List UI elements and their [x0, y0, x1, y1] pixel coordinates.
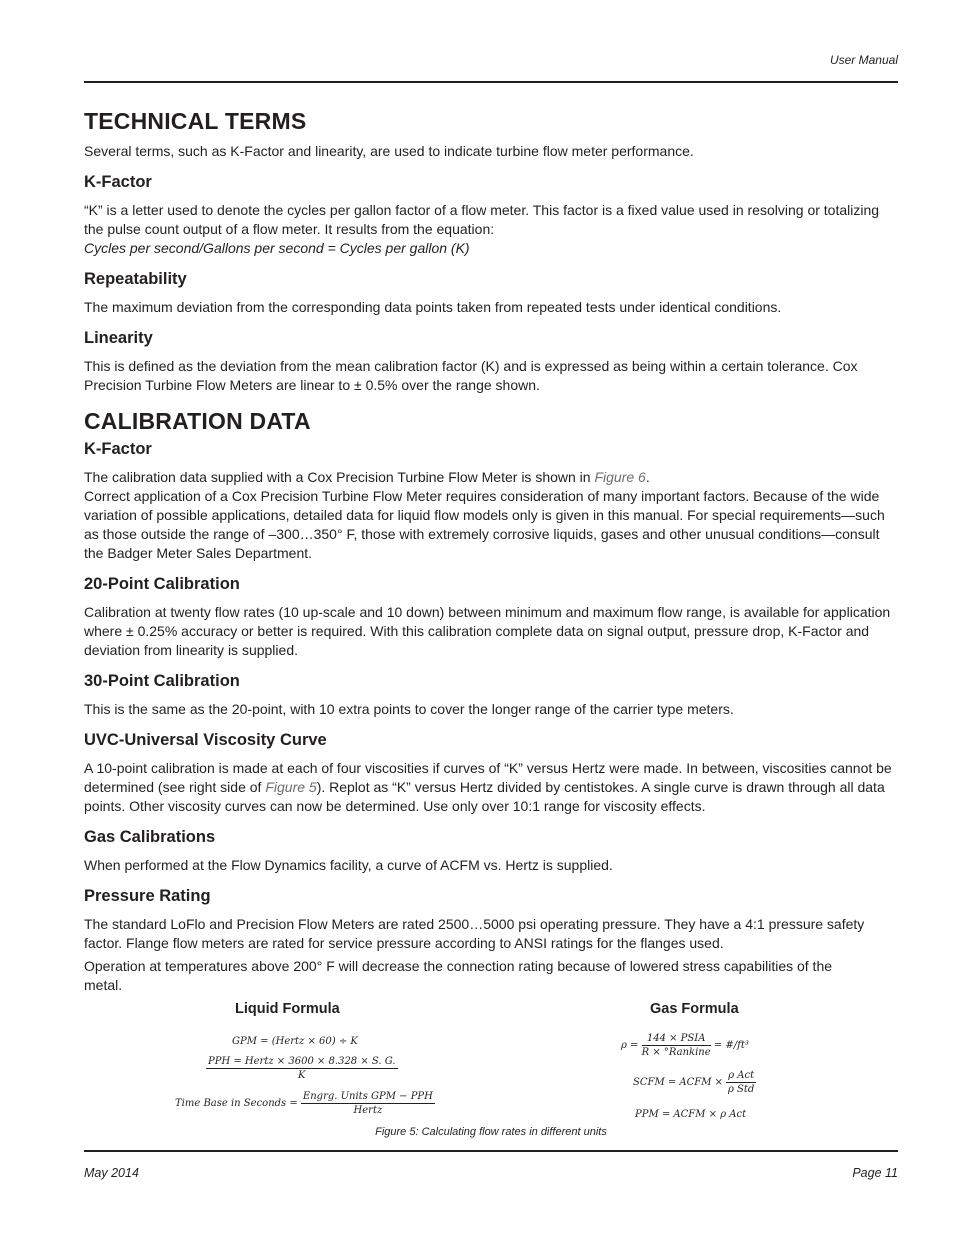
formula-figure	[84, 998, 898, 1138]
calibration-k-factor-line1-end: .	[645, 469, 650, 485]
liquid-formula-title: Liquid Formula	[235, 1001, 340, 1017]
heading-repeatability: Repeatability	[84, 270, 187, 288]
header-rule	[84, 81, 898, 83]
calibration-k-factor-line1-text: The calibration data supplied with a Cox Precision Turbine Flow Meter is shown in	[84, 469, 595, 485]
20-point-body: Calibration at twenty flow rates (10 up-scale and 10 down) between minimum and maximum flow range, is available for application where ± 0.25% accuracy or better is required. With this calibration complete data on signal output, pressure drop, K-Factor and deviation from linearity is supplied.	[84, 604, 891, 658]
technical-terms-intro: Several terms, such as K-Factor and linearity, are used to indicate turbine flow meter performance.	[84, 143, 694, 159]
figure-caption: Figure 5: Calculating flow rates in different units	[375, 1126, 607, 1138]
uvc-body-text: A 10-point calibration is made at each of four viscosities if curves of “K” versus Hertz were made. In between, viscosities cannot be determined (see right side of	[84, 760, 892, 795]
pressure-rating-body-1: The standard LoFlo and Precision Flow Meters are rated 2500…5000 psi operating pressure. They have a 4:1 pressure safety factor. Flange flow meters are rated for service pressure according to ANSI ratings for the flanges used.	[84, 916, 865, 951]
time-base-lhs: Time Base in Seconds =	[175, 1098, 298, 1109]
section-title-calibration-data: CALIBRATION DATA	[84, 408, 311, 434]
heading-calibration-k-factor: K-Factor	[84, 440, 152, 458]
uvc-body-text-end: ). Replot as “K” versus Hertz divided by centistokes. A single curve is drawn through all data points. Other viscosity curves can now be determined. Use only over 10:1 range for viscosity effects.	[84, 779, 885, 814]
time-base-formula	[175, 1091, 435, 1116]
calibration-k-factor-body: Correct application of a Cox Precision Turbine Flow Meter requires consideration of many important factors. Because of the wide variation of possible applications, detailed data for liquid flow models only is given in this manual. For special requirements—such as those outside the range of –300…350° F, those with extremely corrosive liquids, gases and other unusual conditions—consult the Badger Meter Sales Department.	[84, 488, 885, 561]
figure-6-link[interactable]: Figure 6	[594, 469, 646, 485]
heading-uvc: UVC-Universal Viscosity Curve	[84, 731, 327, 749]
pph-numerator: PPH = Hertz × 3600 × 8.328 × S. G.	[208, 1056, 396, 1067]
scfm-lhs: SCFM = ACFM ×	[633, 1077, 724, 1088]
density-fraction	[642, 1033, 711, 1058]
k-factor-equation: Cycles per second/Gallons per second = Cycles per gallon (K)	[84, 240, 470, 256]
30-point-body: This is the same as the 20-point, with 10 extra points to cover the longer range of the carrier type meters.	[84, 701, 734, 717]
time-base-fraction	[301, 1091, 435, 1116]
linearity-body: This is defined as the deviation from the mean calibration factor (K) and is expressed as being within a certain tolerance. Cox Precision Turbine Flow Meters are linear to ± 0.5% over the range shown.	[84, 358, 858, 393]
density-lhs: ρ =	[621, 1040, 639, 1051]
pressure-rating-body-2: Operation at temperatures above 200° F will decrease the connection rating because of lowered stress capabilities of the metal.	[84, 958, 833, 993]
footer-rule	[84, 1150, 898, 1152]
heading-gas-calibrations: Gas Calibrations	[84, 828, 216, 846]
header-label: User Manual	[829, 53, 898, 67]
heading-linearity: Linearity	[84, 329, 153, 347]
ppm-formula: PPM = ACFM × ρ Act	[635, 1109, 747, 1120]
pph-formula	[206, 1056, 398, 1081]
density-rhs: = #/ft³	[713, 1040, 749, 1051]
heading-pressure-rating: Pressure Rating	[84, 887, 211, 905]
heading-k-factor: K-Factor	[84, 173, 152, 191]
gas-formula-title: Gas Formula	[650, 1001, 739, 1017]
heading-30-point: 30-Point Calibration	[84, 672, 240, 690]
section-title-technical-terms: TECHNICAL TERMS	[84, 108, 307, 134]
main-content	[84, 106, 898, 995]
repeatability-body: The maximum deviation from the corresponding data points taken from repeated tests under identical conditions.	[84, 299, 782, 315]
density-formula	[621, 1033, 749, 1058]
uvc-body	[84, 759, 898, 816]
density-denominator: R × °Rankine	[641, 1047, 711, 1058]
k-factor-body: “K” is a letter used to denote the cycles per gallon factor of a flow meter. This factor is a fixed value used in resolving or totalizing the pulse count output of a flow meter. It results from the equation:	[84, 202, 880, 237]
pph-fraction	[206, 1056, 398, 1081]
gpm-formula: GPM = (Hertz × 60) ÷ K	[232, 1036, 358, 1047]
calibration-k-factor-line1	[84, 468, 898, 487]
pph-denominator: K	[298, 1070, 306, 1081]
figure-5-link[interactable]: Figure 5	[265, 779, 317, 795]
heading-20-point: 20-Point Calibration	[84, 575, 240, 593]
scfm-denominator: ρ Std	[728, 1084, 755, 1095]
scfm-fraction	[726, 1070, 756, 1095]
gas-calibrations-body: When performed at the Flow Dynamics facility, a curve of ACFM vs. Hertz is supplied.	[84, 857, 613, 873]
time-base-denominator: Hertz	[353, 1105, 383, 1116]
footer-page-number: Page 11	[852, 1166, 898, 1180]
density-numerator: 144 × PSIA	[642, 1033, 711, 1046]
time-base-numerator: Engrg. Units GPM − PPH	[302, 1091, 433, 1102]
footer-date: May 2014	[84, 1166, 139, 1180]
scfm-numerator: ρ Act	[728, 1070, 755, 1081]
scfm-formula	[633, 1070, 756, 1095]
